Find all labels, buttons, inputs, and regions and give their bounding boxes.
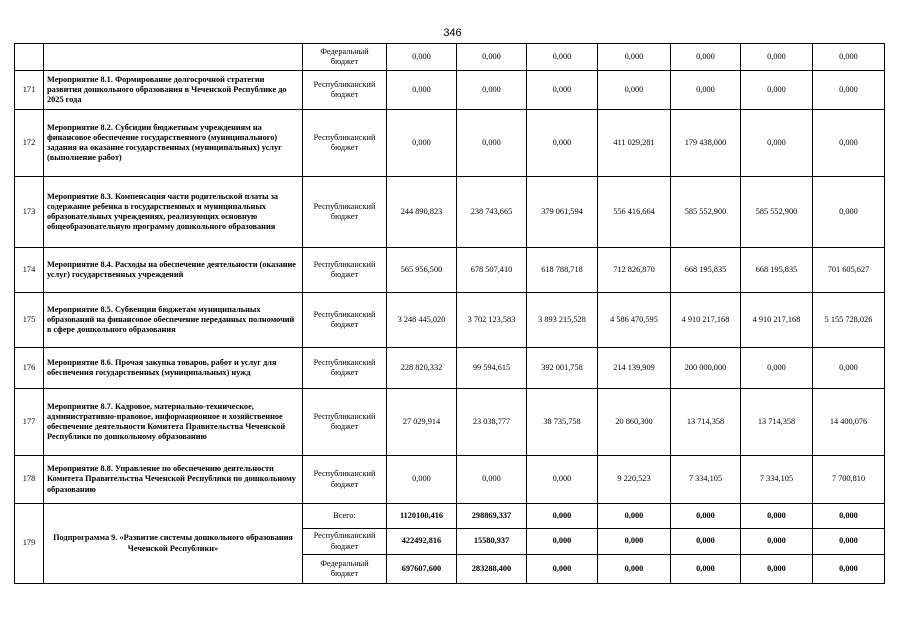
amount-cell: 0,000 [387,71,457,110]
amount-cell: 0,000 [671,44,741,71]
table-row [15,348,885,389]
amount-cell: 565 956,500 [387,248,457,293]
amount-cell: 9 220,523 [598,456,671,504]
amount-cell: 668 195,835 [741,248,813,293]
amount-cell: 0,000 [813,348,885,389]
amount-cell: 0,000 [387,456,457,504]
total-amount-cell: 0,000 [741,504,813,529]
row-number [15,44,44,71]
total-amount-cell: 0,000 [741,529,813,555]
amount-cell: 0,000 [813,177,885,248]
amount-cell: 0,000 [527,71,598,110]
amount-cell: 3 248 445,020 [387,293,457,348]
total-amount-cell: 0,000 [671,555,741,584]
amount-cell: 27 029,914 [387,389,457,456]
funding-source: Федеральный бюджет [303,44,387,71]
total-amount-cell: 0,000 [813,529,885,555]
row-number: 172 [15,110,44,177]
amount-cell: 678 507,410 [457,248,527,293]
budget-table [14,43,885,584]
table-row [15,293,885,348]
total-amount-cell: 0,000 [813,504,885,529]
activity-description: Мероприятие 8.7. Кадровое, материально-техническое, административно-правовое, информационное и хозяйственное обеспечение деятельности Комитета Правительства Чеченской Республики по дошкольному образованию [44,389,303,456]
funding-source: Республиканский бюджет [303,529,387,555]
amount-cell: 214 139,909 [598,348,671,389]
funding-source: Всего: [303,504,387,529]
amount-cell: 0,000 [527,456,598,504]
amount-cell: 0,000 [813,110,885,177]
activity-description: Мероприятие 8.2. Субсидии бюджетным учреждениям на финансовое обеспечение государственного (муниципального) задания на оказание государственных (муниципальных) услуг (выполнение работ) [44,110,303,177]
table-row [15,44,885,71]
amount-cell: 712 826,870 [598,248,671,293]
amount-cell: 0,000 [671,71,741,110]
amount-cell: 585 552,900 [671,177,741,248]
activity-description: Мероприятие 8.1. Формирование долгосрочной стратегии развития дошкольного образования в Чеченской Республике до 2025 года [44,71,303,110]
table-row [15,177,885,248]
activity-description: Мероприятие 8.3. Компенсация части родительской платы за содержание ребенка в государственных и муниципальных образовательных учреждениях, реализующих основную общеобразовательную программу дошкольного образования [44,177,303,248]
amount-cell: 0,000 [598,44,671,71]
total-amount-cell: 0,000 [598,529,671,555]
amount-cell: 0,000 [813,44,885,71]
amount-cell: 0,000 [457,456,527,504]
funding-source: Федеральный бюджет [303,555,387,584]
table-row [15,248,885,293]
amount-cell: 701 605,627 [813,248,885,293]
amount-cell: 23 038,777 [457,389,527,456]
amount-cell: 0,000 [527,110,598,177]
amount-cell: 7 334,105 [671,456,741,504]
table-row [15,456,885,504]
amount-cell: 0,000 [387,110,457,177]
row-number: 179 [15,504,44,584]
table-row [15,110,885,177]
total-amount-cell: 0,000 [527,504,598,529]
amount-cell: 0,000 [598,71,671,110]
funding-source: Республиканский бюджет [303,293,387,348]
amount-cell: 0,000 [457,110,527,177]
total-amount-cell: 283288,400 [457,555,527,584]
amount-cell: 411 029,281 [598,110,671,177]
amount-cell: 556 416,664 [598,177,671,248]
amount-cell: 0,000 [527,44,598,71]
row-number: 174 [15,248,44,293]
subprogram-title: Подпрограмма 9. «Развитие системы дошкольного образования Чеченской Республики» [44,504,303,584]
total-amount-cell: 0,000 [671,504,741,529]
amount-cell: 13 714,358 [671,389,741,456]
amount-cell: 4 586 470,595 [598,293,671,348]
row-number: 176 [15,348,44,389]
activity-description: Мероприятие 8.5. Субвенции бюджетам муниципальных образований на финансовое обеспечение переданных полномочий в сфере дошкольного образования [44,293,303,348]
row-number: 177 [15,389,44,456]
funding-source: Республиканский бюджет [303,110,387,177]
total-amount-cell: 1120100,416 [387,504,457,529]
amount-cell: 0,000 [741,110,813,177]
row-number: 173 [15,177,44,248]
amount-cell: 0,000 [741,348,813,389]
total-row [15,504,885,529]
amount-cell: 244 890,823 [387,177,457,248]
amount-cell: 99 594,615 [457,348,527,389]
amount-cell: 7 334,105 [741,456,813,504]
amount-cell: 0,000 [457,71,527,110]
amount-cell: 618 788,718 [527,248,598,293]
total-amount-cell: 0,000 [671,529,741,555]
amount-cell: 20 860,300 [598,389,671,456]
amount-cell: 38 735,758 [527,389,598,456]
amount-cell: 0,000 [387,44,457,71]
amount-cell: 228 820,332 [387,348,457,389]
row-number: 175 [15,293,44,348]
total-amount-cell: 697607,600 [387,555,457,584]
page-number: 346 [443,27,462,39]
funding-source: Республиканский бюджет [303,456,387,504]
activity-description: Мероприятие 8.6. Прочая закупка товаров, работ и услуг для обеспечения государственных (муниципальных) нужд [44,348,303,389]
funding-source: Республиканский бюджет [303,348,387,389]
amount-cell: 379 061,594 [527,177,598,248]
funding-source: Республиканский бюджет [303,248,387,293]
total-amount-cell: 0,000 [527,555,598,584]
total-amount-cell: 15580,937 [457,529,527,555]
amount-cell: 0,000 [457,44,527,71]
amount-cell: 0,000 [813,71,885,110]
amount-cell: 14 400,076 [813,389,885,456]
amount-cell: 668 195,835 [671,248,741,293]
amount-cell: 200 000,000 [671,348,741,389]
activity-description: Мероприятие 8.4. Расходы на обеспечение деятельности (оказание услуг) государственных учреждений [44,248,303,293]
amount-cell: 5 155 728,026 [813,293,885,348]
amount-cell: 585 552,900 [741,177,813,248]
table-row [15,389,885,456]
activity-description [44,44,303,71]
total-amount-cell: 0,000 [741,555,813,584]
amount-cell: 4 910 217,168 [741,293,813,348]
total-amount-cell: 0,000 [598,504,671,529]
amount-cell: 7 700,810 [813,456,885,504]
total-amount-cell: 0,000 [527,529,598,555]
funding-source: Республиканский бюджет [303,389,387,456]
row-number: 178 [15,456,44,504]
amount-cell: 179 438,000 [671,110,741,177]
amount-cell: 238 743,665 [457,177,527,248]
amount-cell: 0,000 [741,71,813,110]
funding-source: Республиканский бюджет [303,71,387,110]
funding-source: Республиканский бюджет [303,177,387,248]
amount-cell: 392 001,758 [527,348,598,389]
amount-cell: 13 714,358 [741,389,813,456]
amount-cell: 3 702 123,583 [457,293,527,348]
total-amount-cell: 298869,337 [457,504,527,529]
amount-cell: 0,000 [741,44,813,71]
total-amount-cell: 0,000 [598,555,671,584]
amount-cell: 4 910 217,168 [671,293,741,348]
total-amount-cell: 422492,816 [387,529,457,555]
activity-description: Мероприятие 8.8. Управление по обеспечению деятельности Комитета Правительства Чеченской Республики по дошкольному образованию [44,456,303,504]
table-body [15,44,885,584]
row-number: 171 [15,71,44,110]
total-amount-cell: 0,000 [813,555,885,584]
table-row [15,71,885,110]
amount-cell: 3 893 215,528 [527,293,598,348]
